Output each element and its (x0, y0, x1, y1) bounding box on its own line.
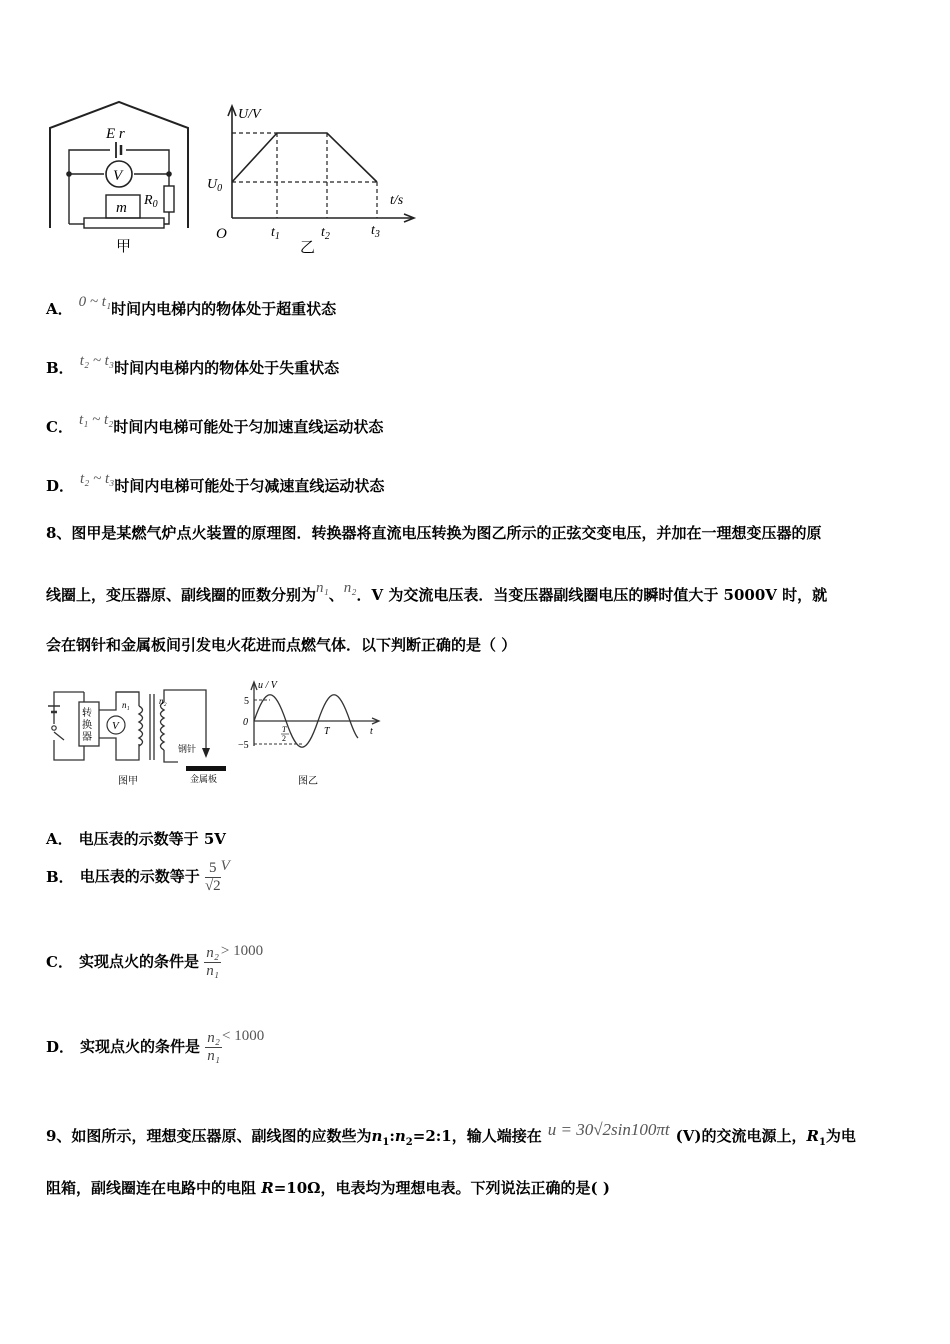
y-pos-label: 5 (244, 696, 249, 707)
q8-option-c[interactable] (46, 942, 264, 980)
fraction (204, 945, 221, 980)
origin-label: 0 (243, 717, 248, 728)
unit: V (220, 857, 230, 874)
q8-figure-jia (44, 680, 239, 795)
option-letter: C． (46, 952, 73, 971)
option-letter: A． (46, 830, 73, 848)
half-period-den: 2 (282, 734, 286, 743)
battery-label: E r (106, 126, 125, 142)
colon: : (389, 1127, 395, 1145)
q9-line1-c: (V)的交流电源上， (675, 1127, 807, 1145)
option-text: 时间内电梯内的物体处于失重状态 (114, 359, 340, 377)
fraction-numerator: 5 (205, 860, 221, 878)
converter-char-3: 器 (82, 732, 92, 743)
y-axis-label: U/V (238, 107, 261, 122)
converter-char-2: 换 (82, 720, 92, 731)
needle-label: 钢针 (178, 744, 197, 754)
option-text: 时间内电梯可能处于匀减速直线运动状态 (114, 477, 385, 495)
n2-sub: 2 (405, 1137, 413, 1148)
option-text: 实现点火的条件是 (78, 952, 199, 971)
q8-option-b[interactable] (46, 857, 230, 895)
option-text: 时间内电梯可能处于匀加速直线运动状态 (113, 418, 384, 436)
n1-sub: 1 (382, 1137, 390, 1148)
q8-figure-yi (236, 676, 386, 791)
fraction-denominator: √2 (204, 878, 221, 894)
voltmeter-label: V (112, 720, 119, 732)
q7-figure-jia (44, 98, 194, 258)
y-axis-label: u / V (258, 680, 277, 691)
option-letter: A． (46, 300, 73, 318)
q9-line2-b: =10Ω，电表均为理想电表。下列说法正确的是( ) (273, 1179, 610, 1197)
q8-option-a[interactable] (46, 828, 226, 849)
t3-label: $t_3$ (371, 223, 380, 240)
y-neg-label: −5 (238, 740, 249, 751)
option-letter: B． (46, 867, 74, 886)
r1-sub: 1 (818, 1137, 826, 1148)
q8-line2-b: ．V 为交流电压表．当变压器副线圈电压的瞬时值大于 5000V 时，就 (356, 586, 828, 604)
q8-stem-line3: 会在钢针和金属板间引发电火花进而点燃气体．以下判断正确的是（ ） (46, 636, 517, 654)
figure-jia-caption: 图甲 (118, 776, 138, 787)
t2-label: $t_2$ (321, 225, 330, 242)
fraction (205, 1030, 222, 1065)
fraction-denominator: n₁ (207, 1048, 220, 1064)
resistor-label: $R_0$ (144, 193, 158, 210)
plate-label: 金属板 (190, 774, 218, 784)
q9-line1-b: ，输人端接在 (451, 1127, 542, 1145)
option-text: 电压表的示数等于 5V (78, 830, 226, 848)
r-symbol: R (261, 1179, 274, 1197)
option-text: 实现点火的条件是 (80, 1037, 201, 1056)
n1-label: n₁ (122, 700, 130, 710)
figure-yi-caption: 图乙 (298, 776, 318, 787)
voltage-formula: u = 30√2sin100πt (547, 1120, 670, 1139)
mass-label: m (116, 200, 127, 216)
q8-line2-a: 线圈上，变压器原、副线圈的匝数分别为 (46, 586, 317, 604)
q7-figure-yi (200, 100, 425, 260)
ratio: =2:1 (412, 1127, 452, 1145)
option-letter: B． (46, 359, 74, 377)
t1-label: $t_1$ (271, 225, 280, 242)
fraction-numerator: n₂ (206, 945, 219, 961)
q8-stem-line1: 8、图甲是某燃气炉点火装置的原理图．转换器将直流电压转换为图乙所示的正弦交变电压，并加在一理想变压器的原 (46, 524, 822, 542)
relation: < 1000 (221, 1027, 265, 1044)
q7-option-a[interactable] (46, 294, 337, 319)
n2-label: n₂ (159, 696, 167, 706)
q9-stem-line2 (46, 1177, 906, 1198)
fraction-numerator: n₂ (207, 1030, 220, 1046)
r1-symbol: R (806, 1127, 819, 1145)
separator: 、 (328, 586, 344, 604)
q7-option-b[interactable] (46, 353, 340, 378)
fraction-denominator: n₁ (206, 963, 219, 979)
converter-char-1: 转 (82, 708, 92, 719)
option-letter: C． (46, 418, 73, 436)
q8-stem-line2 (46, 580, 906, 605)
option-letter: D． (46, 1037, 75, 1056)
n2-symbol: n (394, 1127, 406, 1145)
period-label: T (324, 726, 330, 737)
relation: > 1000 (220, 942, 264, 959)
option-letter: D． (46, 477, 75, 495)
half-period-num: T (282, 725, 287, 734)
q8-option-d[interactable] (46, 1027, 265, 1065)
option-text: 时间内电梯内的物体处于超重状态 (111, 300, 337, 318)
q9-stem-line1 (46, 1120, 906, 1148)
x-axis-label: t/s (390, 193, 404, 208)
q9-line1-a: 9、如图所示，理想变压器原、副线图的应数些为 (46, 1127, 372, 1145)
option-math: t₂ ~ t₃ (79, 353, 115, 369)
q9-line2-a: 阻箱，副线圈连在电路中的电阻 (46, 1179, 262, 1197)
q7-option-d[interactable] (46, 471, 385, 496)
x-axis-label: t (370, 726, 373, 737)
n1-symbol: n (371, 1127, 383, 1145)
n2-symbol: n₂ (343, 580, 357, 596)
voltmeter-label: V (113, 168, 123, 184)
origin-label: O (216, 226, 227, 242)
option-math: t₁ ~ t₂ (78, 412, 114, 428)
option-text: 电压表的示数等于 (79, 867, 200, 886)
fraction (205, 860, 221, 895)
n1-symbol: n₁ (316, 580, 329, 596)
option-math: t₂ ~ t₃ (80, 471, 115, 487)
figure-jia-caption: 甲 (116, 239, 132, 255)
u0-label: $U_0$ (207, 177, 223, 194)
option-math: 0 ~ t₁ (78, 294, 112, 310)
figure-yi-caption: 乙 (300, 240, 316, 256)
q7-option-c[interactable] (46, 412, 384, 437)
q9-line1-d: 为电 (825, 1127, 856, 1145)
